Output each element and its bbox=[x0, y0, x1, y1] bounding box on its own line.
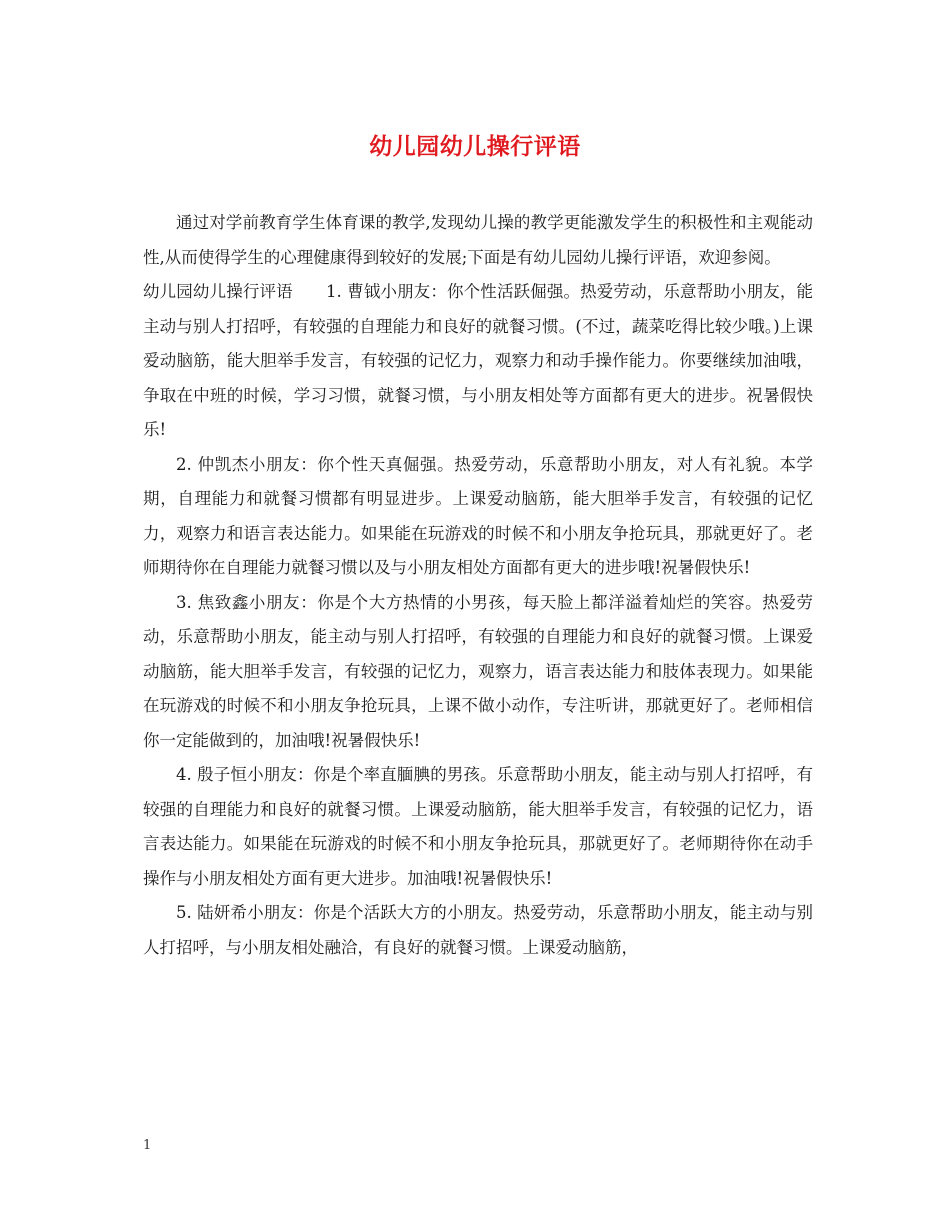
comment-paragraph-4: 4. 殷子恒小朋友：你是个率直腼腆的男孩。乐意帮助小朋友，能主动与别人打招呼，有较强的自理能力和良好的就餐习惯。上课爱动脑筋，能大胆举手发言，有较强的记忆力，语言表达能力。如果能在玩游戏的时候不和小朋友争抢玩具，那就更好了。老师期待你在动手操作与小朋友相处方面有更大进步。加油哦!祝暑假快乐! bbox=[143, 765, 813, 888]
comment-paragraph-1: 幼儿园幼儿操行评语 1. 曹钺小朋友：你个性活跃倔强。热爱劳动，乐意帮助小朋友，能主动与别人打招呼，有较强的自理能力和良好的就餐习惯。(不过，蔬菜吃得比较少哦。)上课爱动脑筋，能大胆举手发言，有较强的记忆力，观察力和动手操作能力。你要继续加油哦，争取在中班的时候，学习习惯，就餐习惯，与小朋友相处等方面都有更大的进步。祝暑假快乐! bbox=[143, 282, 813, 439]
intro-paragraph: 通过对学前教育学生体育课的教学,发现幼儿操的教学更能激发学生的积极性和主观能动性,从而使得学生的心理健康得到较好的发展;下面是有幼儿园幼儿操行评语，欢迎参阅。 bbox=[143, 213, 813, 267]
comment-paragraph-5: 5. 陆妍希小朋友：你是个活跃大方的小朋友。热爱劳动，乐意帮助小朋友，能主动与别人打招呼，与小朋友相处融洽，有良好的就餐习惯。上课爱动脑筋， bbox=[143, 903, 813, 957]
document-title: 幼儿园幼儿操行评语 bbox=[369, 133, 581, 160]
document-body bbox=[143, 206, 813, 965]
comment-paragraph-2: 2. 仲凯杰小朋友：你个性天真倔强。热爱劳动，乐意帮助小朋友，对人有礼貌。本学期，自理能力和就餐习惯都有明显进步。上课爱动脑筋，能大胆举手发言，有较强的记忆力，观察力和语言表达能力。如果能在玩游戏的时候不和小朋友争抢玩具，那就更好了。老师期待你在自理能力就餐习惯以及与小朋友相处方面都有更大的进步哦!祝暑假快乐! bbox=[143, 454, 813, 577]
comment-paragraph-3: 3. 焦致鑫小朋友：你是个大方热情的小男孩，每天脸上都洋溢着灿烂的笑容。热爱劳动，乐意帮助小朋友，能主动与别人打招呼，有较强的自理能力和良好的就餐习惯。上课爱动脑筋，能大胆举手发言，有较强的记忆力，观察力，语言表达能力和肢体表现力。如果能在玩游戏的时候不和小朋友争抢玩具，上课不做小动作，专注听讲，那就更好了。老师相信你一定能做到的，加油哦!祝暑假快乐! bbox=[143, 592, 813, 750]
page-number: 1 bbox=[143, 1138, 152, 1153]
